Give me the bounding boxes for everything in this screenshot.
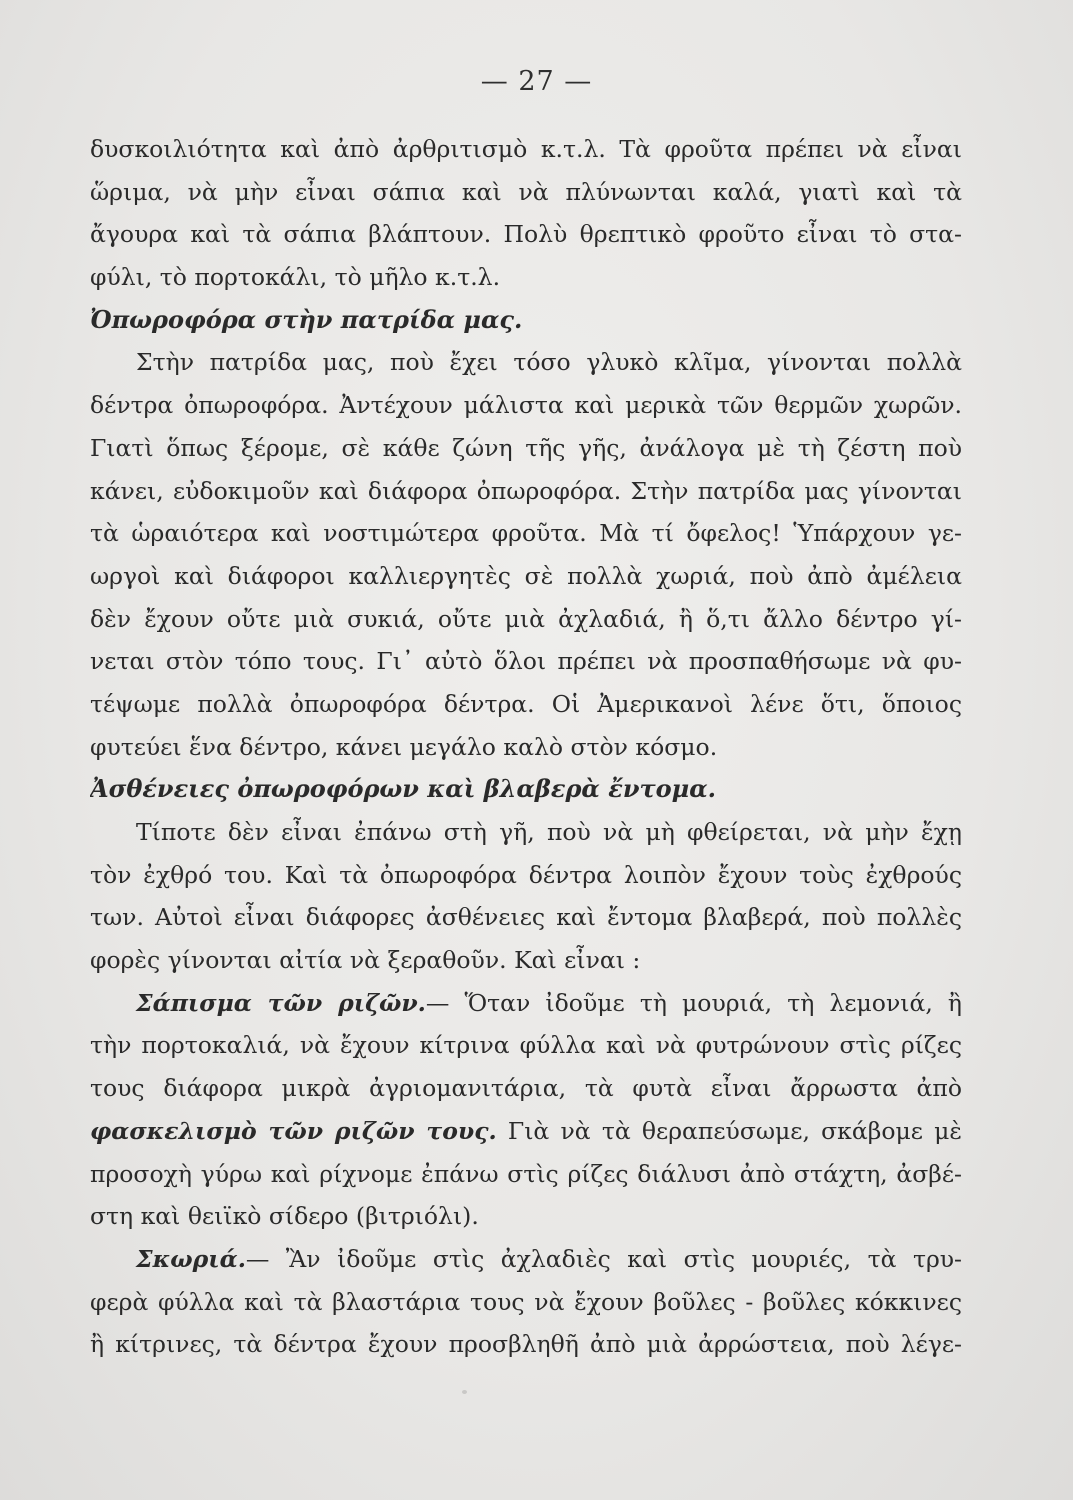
text-line: νεται στὸν τόπο τους. Γι᾿ αὐτὸ ὅλοι πρέπει νὰ προσπαθήσωμε νὰ φυ-: [90, 647, 962, 676]
text-line: [90, 1238, 962, 1281]
section-heading-orchards: Ὀπωροφόρα στὴν πατρίδα μας.: [90, 304, 523, 334]
text-line: δὲν ἔχουν οὔτε μιὰ συκιά, οὔτε μιὰ ἀχλαδιά, ἢ ὅ,τι ἄλλο δέντρο γί-: [90, 604, 962, 633]
term-root-fasciation: φασκελισμὸ τῶν ριζῶν τους.: [90, 1116, 497, 1145]
text-line: στη καὶ θειϊκὸ σίδερο (βιτριόλι).: [90, 1202, 479, 1231]
text-line: φύλι, τὸ πορτοκάλι, τὸ μῆλο κ.τ.λ.: [90, 263, 501, 292]
text-line: [90, 982, 962, 1025]
text-line: των. Αὐτοὶ εἶναι διάφορες ἀσθένειες καὶ ἔντομα βλαβερά, ποὺ πολλὲς: [90, 903, 962, 932]
page-number: — 27 —: [480, 66, 593, 97]
section-heading-diseases: Ἀσθένειες ὀπωροφόρων καὶ βλαβερὰ ἔντομα.: [90, 774, 717, 804]
body-text: [90, 128, 962, 1366]
text-line: ἢ κίτρινες, τὰ δέντρα ἔχουν προσβληθῆ ἀπὸ μιὰ ἀρρώστεια, ποὺ λέγε-: [90, 1330, 962, 1359]
term-rust: Σκωριά.: [136, 1244, 246, 1273]
text-line: τὴν πορτοκαλιά, νὰ ἔχουν κίτρινα φύλλα καὶ νὰ φυτρώνουν στὶς ρίζες: [90, 1031, 962, 1060]
text-line: Στὴν πατρίδα μας, ποὺ ἔχει τόσο γλυκὸ κλῖμα, γίνονται πολλὰ: [136, 348, 962, 377]
text-line: προσοχὴ γύρω καὶ ρίχνομε ἐπάνω στὶς ρίζες διάλυσι ἀπὸ στάχτη, ἀσβέ-: [90, 1159, 962, 1188]
text-line: φερὰ φύλλα καὶ τὰ βλαστάρια τους νὰ ἔχουν βοῦλες - βοῦλες κόκκινες: [90, 1287, 962, 1316]
text-run: — Ὅταν ἰδοῦμε τὴ μουριά, τὴ λεμονιά, ἢ: [425, 988, 962, 1017]
text-line: τὰ ὡραιότερα καὶ νοστιμώτερα φροῦτα. Μὰ τί ὄφελος! Ὑπάρχουν γε-: [90, 519, 962, 548]
text-line: Γιατὶ ὅπως ξέρομε, σὲ κάθε ζώνη τῆς γῆς, ἀνάλογα μὲ τὴ ζέστη ποὺ: [90, 433, 962, 462]
text-run: Γιὰ νὰ τὰ θεραπεύσωμε, σκάβομε μὲ: [496, 1116, 962, 1145]
text-line: ὥριμα, νὰ μὴν εἶναι σάπια καὶ νὰ πλύνωνται καλά, γιατὶ καὶ τὰ: [90, 177, 962, 206]
text-line: ἄγουρα καὶ τὰ σάπια βλάπτουν. Πολὺ θρεπτικὸ φροῦτο εἶναι τὸ στα-: [90, 220, 962, 249]
paper-speck: [462, 1390, 467, 1394]
text-line: ωργοὶ καὶ διάφοροι καλλιεργητὲς σὲ πολλὰ χωριά, ποὺ ἀπὸ ἀμέλεια: [90, 561, 962, 590]
text-line: τέψωμε πολλὰ ὀπωροφόρα δέντρα. Οἱ Ἀμερικανοὶ λένε ὅτι, ὅποιος: [90, 689, 962, 718]
text-line: φυτεύει ἕνα δέντρο, κάνει μεγάλο καλὸ στὸν κόσμο.: [90, 732, 718, 761]
text-line: κάνει, εὐδοκιμοῦν καὶ διάφορα ὀπωροφόρα. Στὴν πατρίδα μας γίνονται: [90, 476, 962, 505]
text-run: — Ἂν ἰδοῦμε στὶς ἀχλαδιὲς καὶ στὶς μουριές, τὰ τρυ-: [245, 1244, 962, 1273]
text-line: τὸν ἐχθρό του. Καὶ τὰ ὀπωροφόρα δέντρα λοιπὸν ἔχουν τοὺς ἐχθρούς: [90, 860, 962, 889]
text-line: τους διάφορα μικρὰ ἀγριομανιτάρια, τὰ φυτὰ εἶναι ἄρρωστα ἀπὸ: [90, 1074, 962, 1103]
term-root-rot: Σάπισμα τῶν ριζῶν.: [136, 988, 426, 1017]
text-line: δυσκοιλιότητα καὶ ἀπὸ ἀρθριτισμὸ κ.τ.λ. Τὰ φροῦτα πρέπει νὰ εἶναι: [90, 135, 962, 163]
text-line: φορὲς γίνονται αἰτία νὰ ξεραθοῦν. Καὶ εἶναι :: [90, 946, 641, 975]
text-line: Τίποτε δὲν εἶναι ἐπάνω στὴ γῆ, ποὺ νὰ μὴ φθείρεται, νὰ μὴν ἔχῃ: [136, 818, 962, 846]
text-line: δέντρα ὀπωροφόρα. Ἀντέχουν μάλιστα καὶ μερικὰ τῶν θερμῶν χωρῶν.: [90, 391, 962, 420]
text-line: [90, 1110, 962, 1153]
